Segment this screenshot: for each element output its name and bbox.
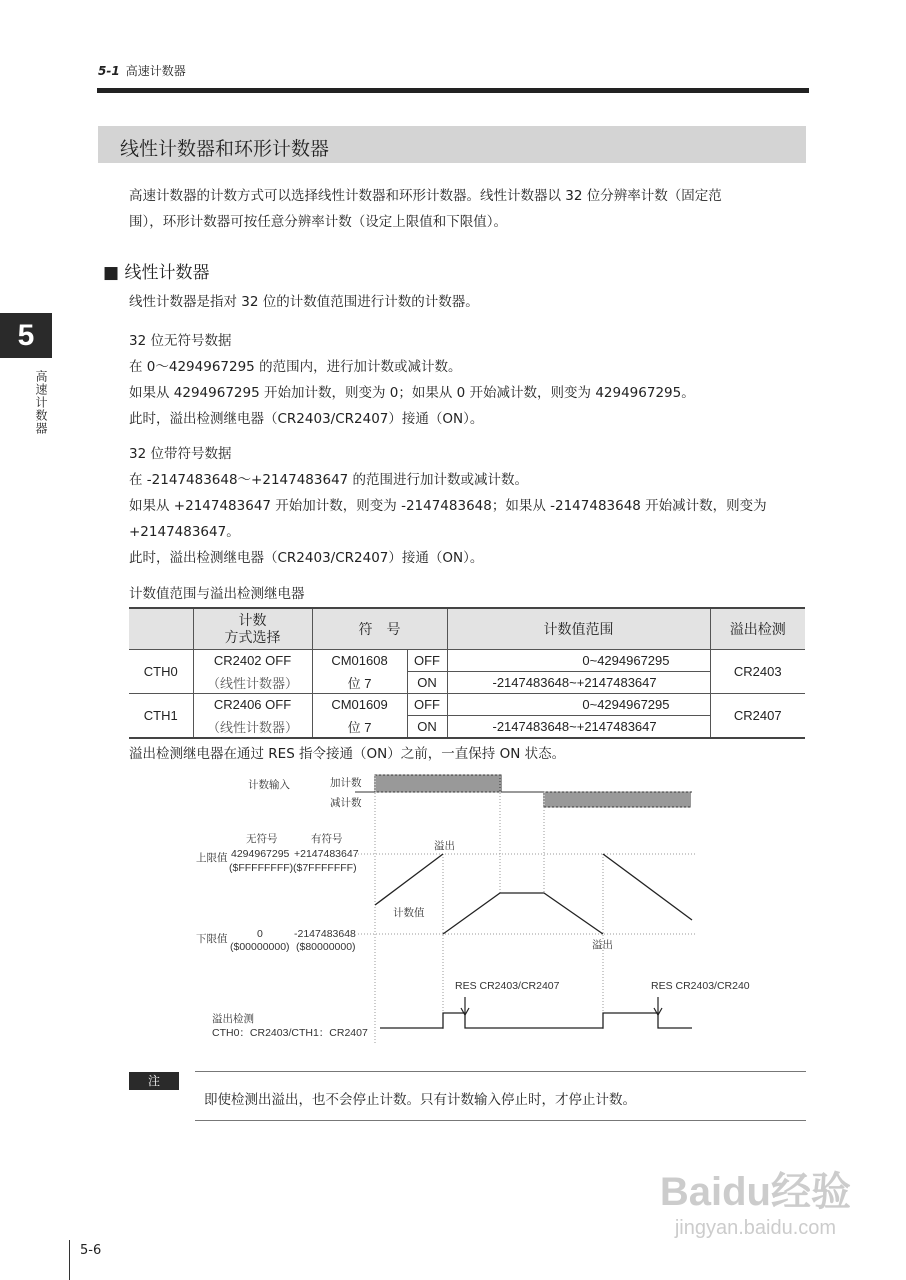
upper-unsigned-hex: ($FFFFFFFF) <box>229 862 294 874</box>
count-input-label: 计数输入 <box>248 779 290 791</box>
section-title: 线性计数器和环形计数器 <box>120 138 330 160</box>
signed-label: 有符号 <box>311 833 343 845</box>
note-rule <box>195 1120 806 1121</box>
running-header: 5-1 高速计数器 <box>98 64 186 78</box>
count-value-line <box>375 854 443 905</box>
linear-heading: ■ 线性计数器 <box>103 263 210 283</box>
count-value-line <box>603 854 692 920</box>
lower-signed-hex: ($80000000) <box>296 941 356 953</box>
chapter-label: 高速计数器 <box>34 370 48 435</box>
overflow-label: 溢出 <box>592 939 613 951</box>
lower-unsigned-hex: ($00000000) <box>230 941 290 953</box>
res-label: RES CR2403/CR2407 <box>455 980 560 992</box>
table-row: （线性计数器） 位 7 ON -2147483648~+2147483647 <box>129 672 805 694</box>
page-number: 5-6 <box>80 1243 102 1258</box>
lower-signed: -2147483648 <box>294 928 356 940</box>
count-down-label: 减计数 <box>330 797 362 809</box>
pulse-train <box>355 775 692 807</box>
table-row: （线性计数器） 位 7 ON -2147483648~+2147483647 <box>129 716 805 739</box>
count-value-label: 计数值 <box>393 907 425 919</box>
count-value-line <box>443 893 603 934</box>
chapter-tab: 5 <box>0 313 52 358</box>
upper-signed: +2147483647 <box>294 848 359 860</box>
table-row: CTH1 CR2406 OFF CM01609 OFF 0~4294967295 CR2407 <box>129 694 805 716</box>
lower-unsigned: 0 <box>257 928 263 940</box>
table-header-row: 计数 方式选择 符 号 计数值范围 溢出检测 <box>129 608 805 650</box>
table-caption: 计数值范围与溢出检测继电器 <box>129 586 305 602</box>
linear-desc: 线性计数器是指对 32 位的计数值范围进行计数的计数器。 <box>129 294 479 310</box>
overflow-detect-label: 溢出检测 <box>212 1013 254 1025</box>
signed-block: 32 位带符号数据 在 -2147483648～+2147483647 的范围进行加计数或减计数。 如果从 +2147483647 开始加计数，则变为 -2147483648；如果从 -2147483648 开始减计数，则变为 +2147483647。 此时，溢出检测继电器（CR2403/CR2407）接通（ON）。 <box>129 446 767 566</box>
unsigned-block: 32 位无符号数据 在 0～4294967295 的范围内，进行加计数或减计数。 如果从 4294967295 开始加计数，则变为 0；如果从 0 开始减计数，则变为 4294967295。 此时，溢出检测继电器（CR2403/CR2407）接通（ON）。 <box>129 333 695 427</box>
overflow-label: 溢出 <box>434 840 455 852</box>
unsigned-label: 无符号 <box>246 833 278 845</box>
watermark: Baidu经验 jingyan.baidu.com <box>659 1170 851 1239</box>
lower-limit-label: 下限值 <box>196 933 228 945</box>
footer-rule <box>69 1240 70 1280</box>
note-rule <box>195 1071 806 1072</box>
table-footnote: 溢出检测继电器在通过 RES 指令接通（ON）之前，一直保持 ON 状态。 <box>129 746 566 762</box>
intro-paragraph: 高速计数器的计数方式可以选择线性计数器和环形计数器。线性计数器以 32 位分辨率计数（固定范 围），环形计数器可按任意分辨率计数（设定上限值和下限值）。 <box>129 188 722 230</box>
count-input-pulses <box>355 775 692 807</box>
upper-limit-label: 上限值 <box>196 852 228 864</box>
overflow-signal <box>380 1013 692 1028</box>
overflow-detect-relays: CTH0：CR2403/CTH1：CR2407 <box>212 1027 368 1039</box>
upper-signed-hex: ($7FFFFFFF) <box>293 862 357 874</box>
res-label: RES CR2403/CR240 <box>651 980 750 992</box>
table-row: CTH0 CR2402 OFF CM01608 OFF 0~4294967295 CR2403 <box>129 650 805 672</box>
upper-unsigned: 4294967295 <box>231 848 290 860</box>
note-tag: 注 <box>129 1072 179 1090</box>
count-up-label: 加计数 <box>330 777 362 789</box>
note-text: 即使检测出溢出，也不会停止计数。只有计数输入停止时，才停止计数。 <box>204 1092 636 1108</box>
res-arrows <box>461 997 662 1015</box>
